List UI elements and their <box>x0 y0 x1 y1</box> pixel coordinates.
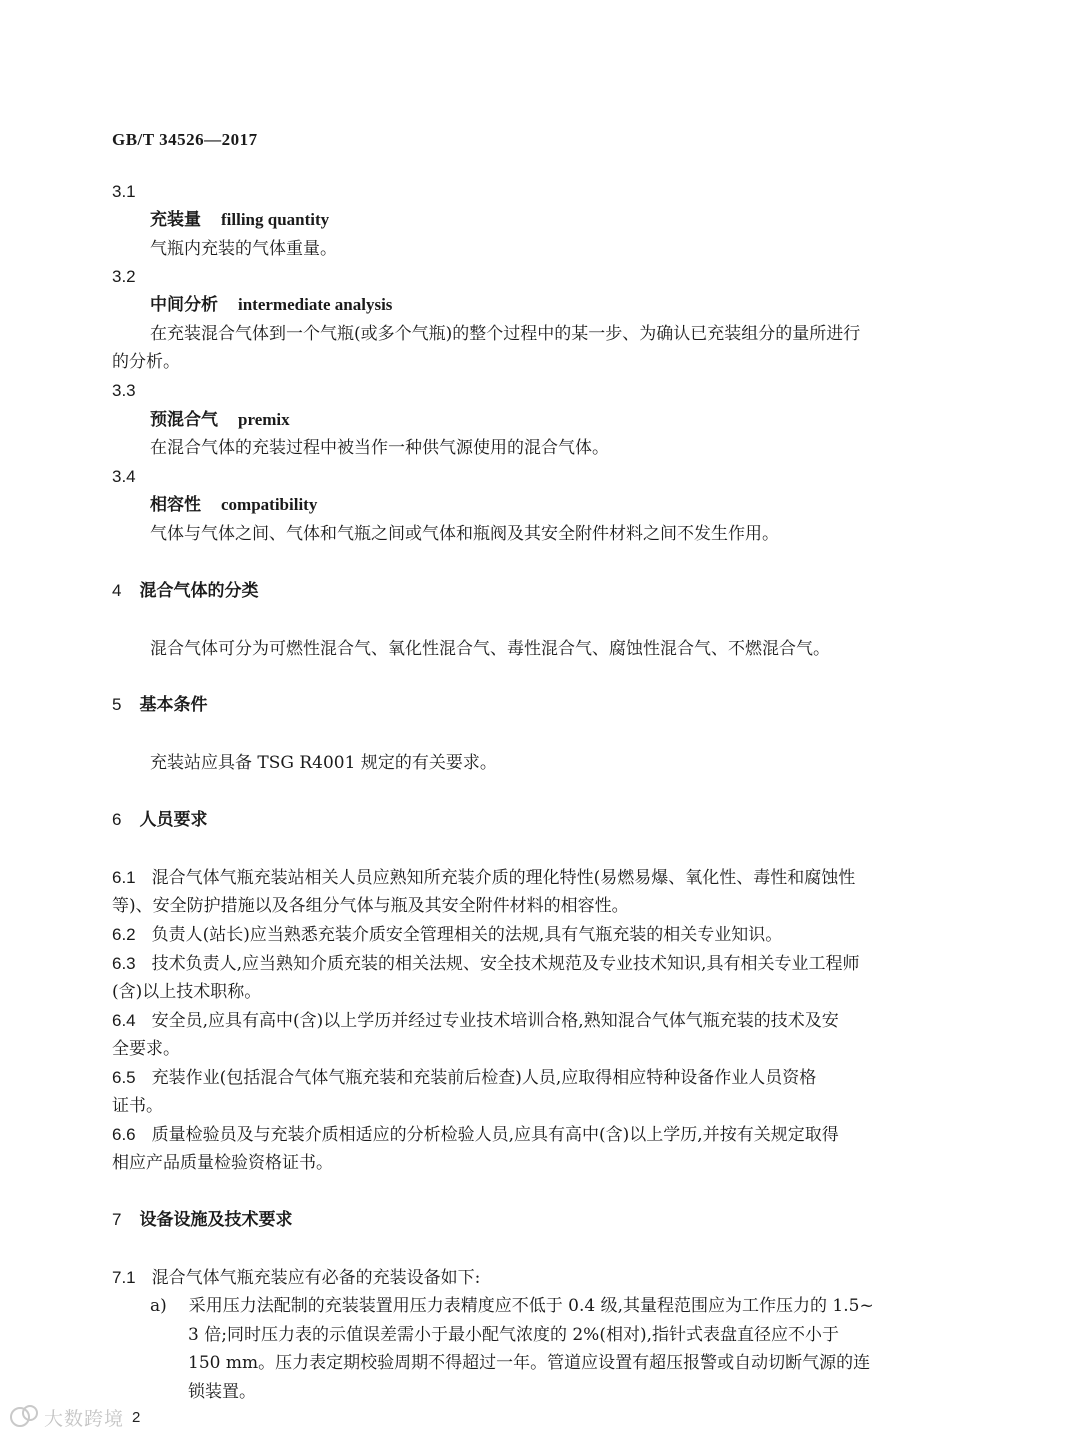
section-heading: 7 设备设施及技术要求 <box>112 1210 293 1230</box>
sub-item-cont: 150 mm。压力表定期校验周期不得超过一年。管道应设置有超压报警或自动切断气源的连 <box>188 1353 871 1373</box>
list-item-cont: 证书。 <box>112 1096 163 1116</box>
list-item: 6.3 技术负责人,应当熟知介质充装的相关法规、安全技术规范及专业技术知识,具有相关专业工程师 <box>112 954 860 974</box>
section-heading: 5 基本条件 <box>112 695 208 715</box>
section-heading: 4 混合气体的分类 <box>112 581 259 601</box>
term-title: 中间分析 intermediate analysis <box>150 295 393 315</box>
watermark-text: 大数跨境 <box>44 1407 125 1430</box>
term-definition: 气体与气体之间、气体和气瓶之间或气体和瓶阀及其安全附件材料之间不发生作用。 <box>150 524 779 544</box>
list-item: 6.6 质量检验员及与充装介质相适应的分析检验人员,应具有高中(含)以上学历,并按有关规定取得 <box>112 1125 839 1145</box>
section-body: 充装站应具备 TSG R4001 规定的有关要求。 <box>150 753 497 773</box>
term-title: 预混合气 premix <box>150 410 290 430</box>
page-footer <box>10 1402 140 1432</box>
list-item: 6.5 充装作业(包括混合气体气瓶充装和充装前后检查)人员,应取得相应特种设备作业人员资格 <box>112 1068 817 1088</box>
term-definition-cont: 的分析。 <box>112 352 180 372</box>
list-item-cont: 全要求。 <box>112 1039 180 1059</box>
list-item: 6.1 混合气体气瓶充装站相关人员应熟知所充装介质的理化特性(易燃易爆、氧化性、毒性和腐蚀性 <box>112 868 856 888</box>
term-number: 3.2 <box>112 267 136 286</box>
standard-code-header: GB/T 34526—2017 <box>112 130 258 149</box>
term-title: 相容性 compatibility <box>150 495 318 515</box>
sub-item: a) 采用压力法配制的充装装置用压力表精度应不低于 0.4 级,其量程范围应为工作压力的 1.5~ <box>150 1296 874 1316</box>
list-item-cont: 相应产品质量检验资格证书。 <box>112 1153 333 1173</box>
term-definition: 气瓶内充装的气体重量。 <box>150 239 337 259</box>
term-number: 3.1 <box>112 182 136 201</box>
term-title: 充装量 filling quantity <box>150 210 330 230</box>
term-definition: 在混合气体的充装过程中被当作一种供气源使用的混合气体。 <box>150 438 609 458</box>
term-definition: 在充装混合气体到一个气瓶(或多个气瓶)的整个过程中的某一步、为确认已充装组分的量所进行 <box>150 324 861 344</box>
term-number: 3.4 <box>112 467 136 486</box>
section-heading: 6 人员要求 <box>112 810 208 830</box>
list-item: 6.2 负责人(站长)应当熟悉充装介质安全管理相关的法规,具有气瓶充装的相关专业知识。 <box>112 925 783 945</box>
list-item-cont: (含)以上技术职称。 <box>112 982 262 1002</box>
list-item-cont: 等)、安全防护措施以及各组分气体与瓶及其安全附件材料的相容性。 <box>112 896 629 916</box>
sub-item-cont: 3 倍;同时压力表的示值误差需小于最小配气浓度的 2%(相对),指针式表盘直径应不小于 <box>188 1325 839 1345</box>
term-number: 3.3 <box>112 381 136 400</box>
list-item: 7.1 混合气体气瓶充装应有必备的充装设备如下: <box>112 1268 481 1288</box>
page-number: 2 <box>132 1408 141 1426</box>
sub-item-cont: 锁装置。 <box>188 1382 256 1402</box>
section-body: 混合气体可分为可燃性混合气、氧化性混合气、毒性混合气、腐蚀性混合气、不燃混合气。 <box>150 639 830 659</box>
list-item: 6.4 安全员,应具有高中(含)以上学历并经过专业技术培训合格,熟知混合气体气瓶充装的技术及安 <box>112 1011 839 1031</box>
watermark-logo-icon <box>10 1405 38 1429</box>
